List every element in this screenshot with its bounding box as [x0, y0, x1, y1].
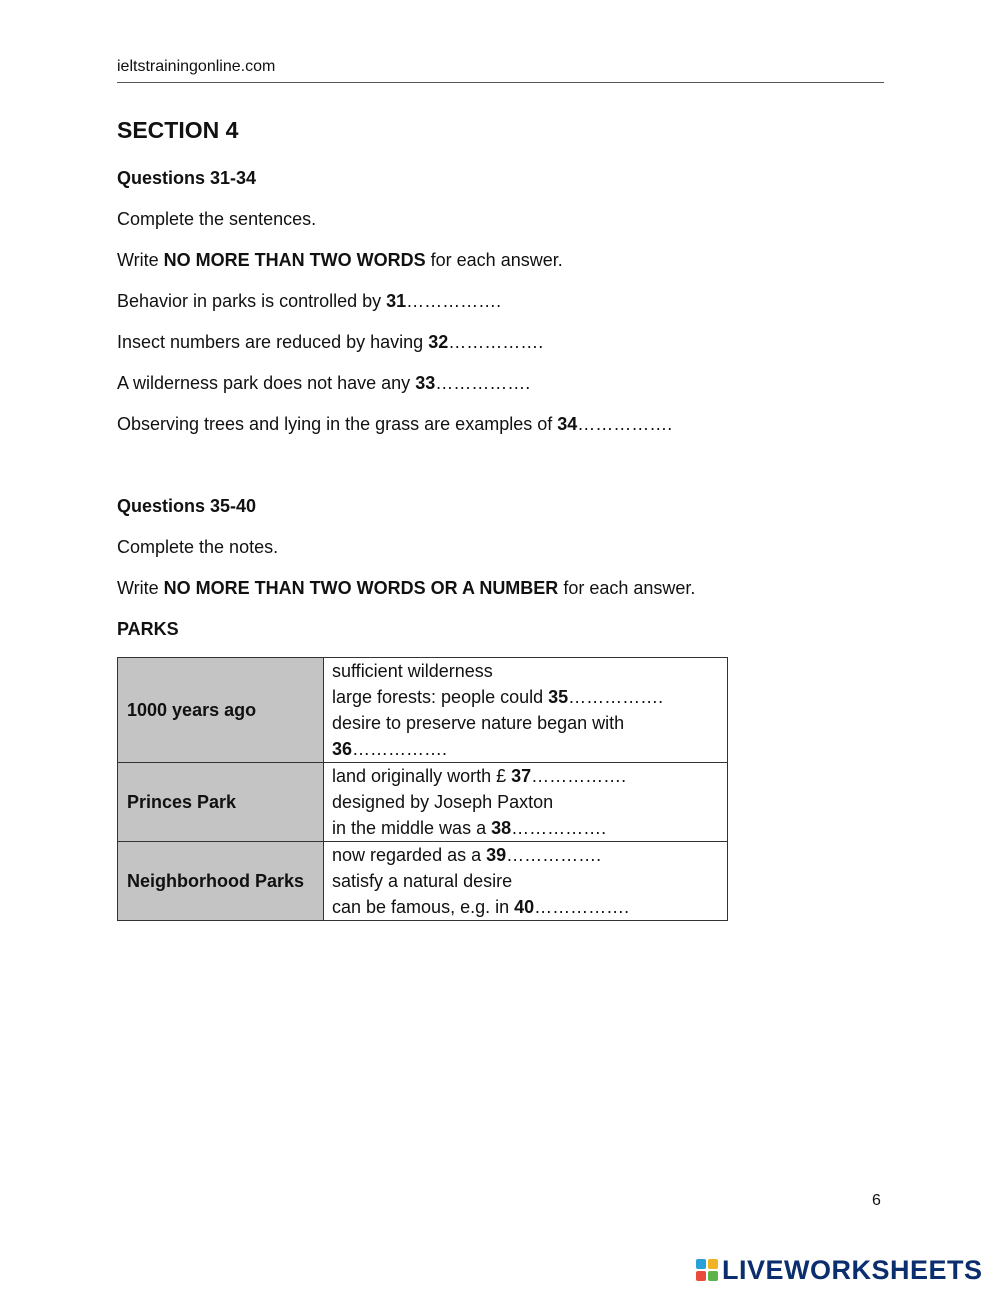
- table-row: [118, 763, 728, 842]
- question-32: Insect numbers are reduced by having 32…………….: [117, 332, 544, 352]
- part2-instruction-1: Complete the notes.: [117, 537, 279, 557]
- answer-blank-32[interactable]: …………….: [448, 332, 544, 352]
- answer-blank-35[interactable]: …………….: [568, 687, 664, 707]
- row-notes: sufficient wilderness large forests: people could 35……………. desire to preserve nature began with 36…………….: [324, 658, 728, 763]
- answer-blank-33[interactable]: …………….: [435, 373, 531, 393]
- page-header: [117, 58, 884, 83]
- logo-text: LIVEWORKSHEETS: [722, 1254, 983, 1285]
- answer-blank-31[interactable]: …………….: [406, 291, 502, 311]
- row-notes: now regarded as a 39……………. satisfy a natural desire can be famous, e.g. in 40…………….: [324, 842, 728, 921]
- site-url: ieltstrainingonline.com: [117, 58, 276, 75]
- answer-blank-37[interactable]: …………….: [531, 766, 627, 786]
- row-notes: land originally worth £ 37……………. designed by Joseph Paxton in the middle was a 38…………….: [324, 763, 728, 842]
- question-34: Observing trees and lying in the grass are examples of 34…………….: [117, 414, 673, 434]
- page-number: 6: [872, 1192, 881, 1209]
- part2-instruction-2: Write NO MORE THAN TWO WORDS OR A NUMBER for each answer.: [117, 578, 696, 598]
- row-label: 1000 years ago: [118, 658, 324, 763]
- part1-heading: Questions 31-34: [117, 168, 257, 188]
- part1-instruction-2: Write NO MORE THAN TWO WORDS for each answer.: [117, 250, 563, 270]
- liveworksheets-logo[interactable]: [696, 1255, 983, 1285]
- row-label: Princes Park: [118, 763, 324, 842]
- table-row: [118, 842, 728, 921]
- part2-heading: Questions 35-40: [117, 496, 257, 516]
- table-row: [118, 658, 728, 763]
- question-31: Behavior in parks is controlled by 31…………….: [117, 291, 502, 311]
- answer-blank-39[interactable]: …………….: [506, 845, 602, 865]
- parks-notes-table: [117, 657, 728, 921]
- liveworksheets-logo-icon: [696, 1259, 718, 1281]
- section-title: SECTION 4: [117, 117, 239, 143]
- answer-blank-34[interactable]: …………….: [577, 414, 673, 434]
- row-label: Neighborhood Parks: [118, 842, 324, 921]
- question-33: A wilderness park does not have any 33…………….: [117, 373, 531, 393]
- answer-blank-36[interactable]: …………….: [352, 739, 448, 759]
- answer-blank-38[interactable]: …………….: [511, 818, 607, 838]
- answer-blank-40[interactable]: …………….: [534, 897, 630, 917]
- table-title: PARKS: [117, 619, 179, 639]
- part1-instruction-1: Complete the sentences.: [117, 209, 317, 229]
